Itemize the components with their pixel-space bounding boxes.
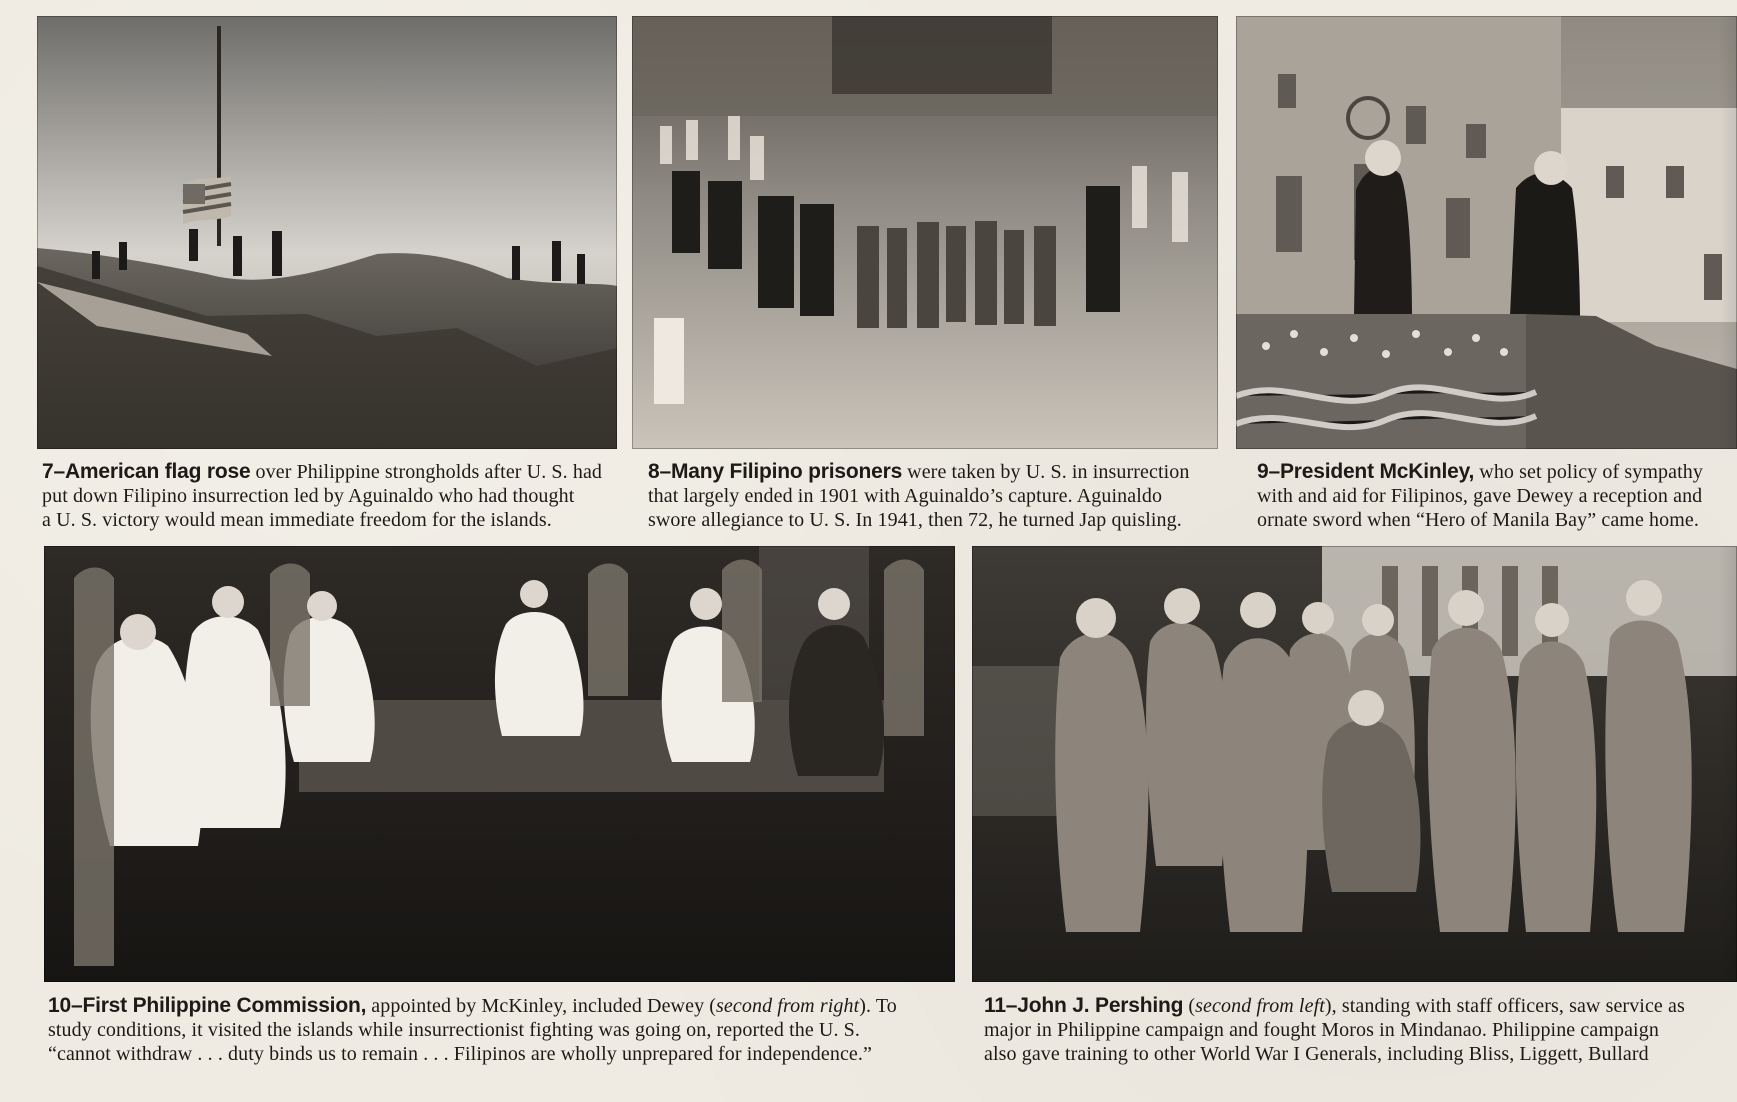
caption-11-line-2: major in Philippine campaign and fought Moros in Mindanao. Philippine campaign xyxy=(984,1019,1659,1041)
caption-10-line-1-text-b: ). To xyxy=(859,995,897,1017)
caption-10-lead: 10–First Philippine Commission, xyxy=(48,994,367,1017)
photo-7-flag-rising xyxy=(37,16,617,449)
caption-7-line-1-text: over Philippine strongholds after U. S. had xyxy=(250,461,603,483)
caption-11-line-1-text-a: ( xyxy=(1183,995,1196,1017)
caption-11 xyxy=(984,994,1737,1066)
caption-11-line-3: also gave training to other World War I Generals, including Bliss, Liggett, Bullard xyxy=(984,1043,1649,1065)
caption-9-line-3: ornate sword when “Hero of Manila Bay” came home. xyxy=(1257,509,1699,531)
photo-8-filipino-prisoners xyxy=(632,16,1218,449)
caption-11-lead: 11–John J. Pershing xyxy=(984,994,1184,1017)
caption-7-line-3: a U. S. victory would mean immediate freedom for the islands. xyxy=(42,509,552,531)
caption-10-line-3: “cannot withdraw . . . duty binds us to remain . . . Filipinos are wholly unprepared for independence.” xyxy=(48,1043,872,1065)
caption-10 xyxy=(48,994,948,1066)
photo-9-president-mckinley xyxy=(1236,16,1737,449)
caption-7-line-2: put down Filipino insurrection led by Aguinaldo who had thought xyxy=(42,485,575,507)
caption-10-italic-text: second from right xyxy=(716,995,860,1017)
caption-10-line-1 xyxy=(48,994,948,1018)
caption-8 xyxy=(648,460,1228,532)
caption-9-lead: 9–President McKinley, xyxy=(1257,460,1475,483)
photo-11-john-j-pershing-and-staff xyxy=(972,546,1737,982)
caption-9 xyxy=(1257,460,1737,532)
caption-8-line-3: swore allegiance to U. S. In 1941, then 72, he turned Jap quisling. xyxy=(648,509,1182,531)
caption-10-line-2: study conditions, it visited the islands while insurrectionist fighting was going on, reported the U. S. xyxy=(48,1019,860,1041)
caption-7-lead: 7–American flag rose xyxy=(42,460,251,483)
caption-8-line-2: that largely ended in 1901 with Aguinaldo’s capture. Aguinaldo xyxy=(648,485,1163,507)
caption-7-line-1 xyxy=(42,460,622,484)
caption-7 xyxy=(42,460,622,532)
caption-9-line-2: with and aid for Filipinos, gave Dewey a reception and xyxy=(1257,485,1703,507)
photo-10-first-philippine-commission xyxy=(44,546,955,982)
caption-9-line-1-text: who set policy of sympathy xyxy=(1474,461,1703,483)
caption-10-line-1-text-a: appointed by McKinley, included Dewey ( xyxy=(366,995,717,1017)
caption-11-line-1-text-b: ), standing with staff officers, saw service as xyxy=(1324,995,1685,1017)
caption-11-italic-text: second from left xyxy=(1195,995,1325,1017)
caption-11-line-1 xyxy=(984,994,1737,1018)
caption-8-line-1-text: were taken by U. S. in insurrection xyxy=(902,461,1190,483)
caption-8-line-1 xyxy=(648,460,1228,484)
caption-8-lead: 8–Many Filipino prisoners xyxy=(648,460,903,483)
caption-9-line-1 xyxy=(1257,460,1737,484)
